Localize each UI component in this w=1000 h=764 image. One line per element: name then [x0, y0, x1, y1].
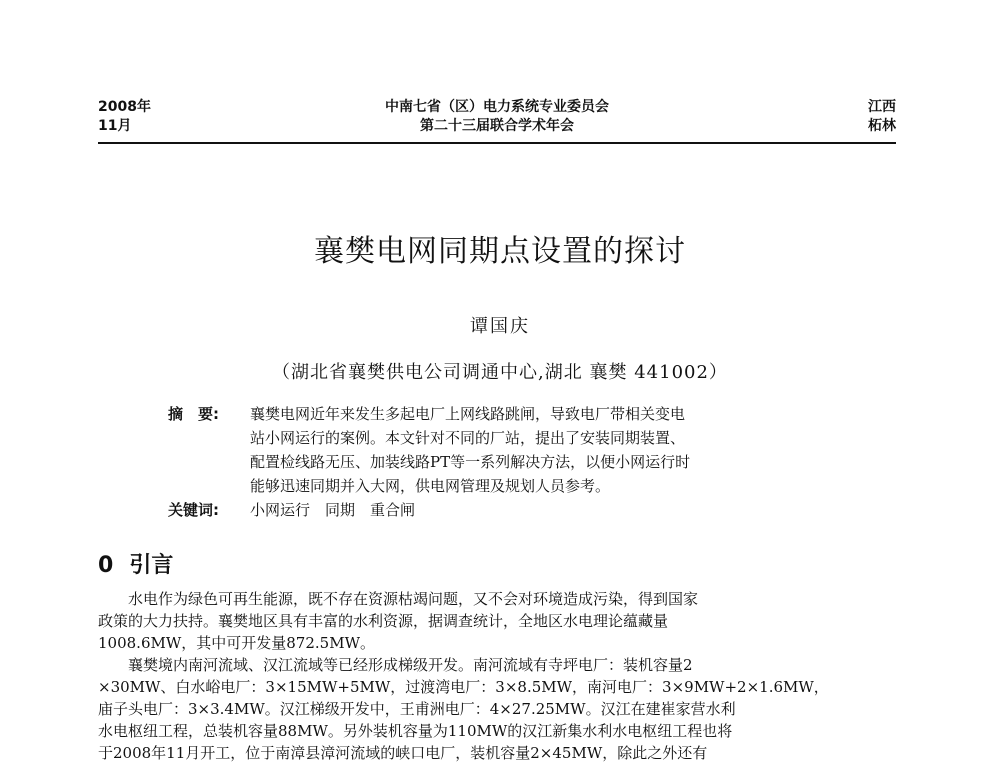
- header-location-town: 柘林: [868, 118, 896, 134]
- header-conference: [98, 98, 896, 136]
- header-location-province: 江西: [868, 99, 896, 115]
- header-date-year: 2008年: [98, 99, 151, 115]
- body-line: 政策的大力扶持。襄樊地区具有丰富的水利资源，据调查统计，全地区水电理论蕴藏量: [98, 612, 669, 630]
- body-line: 于2008年11月开工，位于南漳县漳河流域的峡口电厂，装机容量2×45MW，除此之外还有: [98, 744, 708, 762]
- section-heading: [98, 548, 173, 579]
- conference-header: [98, 98, 896, 144]
- keywords-row: [168, 498, 848, 522]
- keywords-text: 小网运行 同期 重合闸: [250, 501, 416, 519]
- header-date-month: 11月: [98, 118, 132, 134]
- body-line: 襄樊境内南河流域、汉江流域等已经形成梯级开发。南河流域有寺坪电厂：装机容量2: [128, 656, 693, 674]
- body-line: 1008.6MW，其中可开发量872.5MW。: [98, 634, 375, 652]
- author-affiliation: （湖北省襄樊供电公司调通中心,湖北 襄樊 441002）: [272, 362, 728, 383]
- header-location: [868, 98, 896, 136]
- body-text: [98, 588, 898, 764]
- abstract-label: 摘 要:: [168, 405, 219, 423]
- section-title: 引言: [129, 553, 174, 578]
- section-number: 0: [98, 553, 114, 578]
- abstract-line: 配置检线路无压、加装线路PT等一系列解决方法，以便小网运行时: [250, 453, 691, 471]
- abstract-text: [250, 402, 848, 498]
- body-line: ×30MW、白水峪电厂：3×15MW+5MW，过渡湾电厂：3×8.5MW，南河电厂：3×9MW+2×1.6MW，: [98, 678, 829, 696]
- paper-title: 襄樊电网同期点设置的探讨: [314, 234, 686, 269]
- abstract-line: 襄樊电网近年来发生多起电厂上网线路跳闸，导致电厂带相关变电: [250, 405, 686, 423]
- body-line: 庙子头电厂：3×3.4MW。汉江梯级开发中，王甫洲电厂：4×27.25MW。汉江在建崔家营水利: [98, 700, 736, 718]
- abstract-block: [168, 402, 848, 522]
- keywords-label: 关键词:: [168, 501, 219, 519]
- abstract-line: 能够迅速同期并入大网，供电网管理及规划人员参考。: [250, 477, 611, 495]
- header-conference-org: 中南七省（区）电力系统专业委员会: [385, 99, 609, 115]
- body-line: 水电作为绿色可再生能源，既不存在资源枯竭问题，又不会对环境造成污染，得到国家: [128, 590, 699, 608]
- abstract-line: 站小网运行的案例。本文针对不同的厂站，提出了安装同期装置、: [250, 429, 686, 447]
- abstract-row: [168, 402, 848, 498]
- paper-author: 谭国庆: [470, 316, 530, 337]
- header-conference-name: 第二十三届联合学术年会: [420, 118, 574, 134]
- body-line: 水电枢纽工程，总装机容量88MW。另外装机容量为110MW的汉江新集水利水电枢纽工程也将: [98, 722, 733, 740]
